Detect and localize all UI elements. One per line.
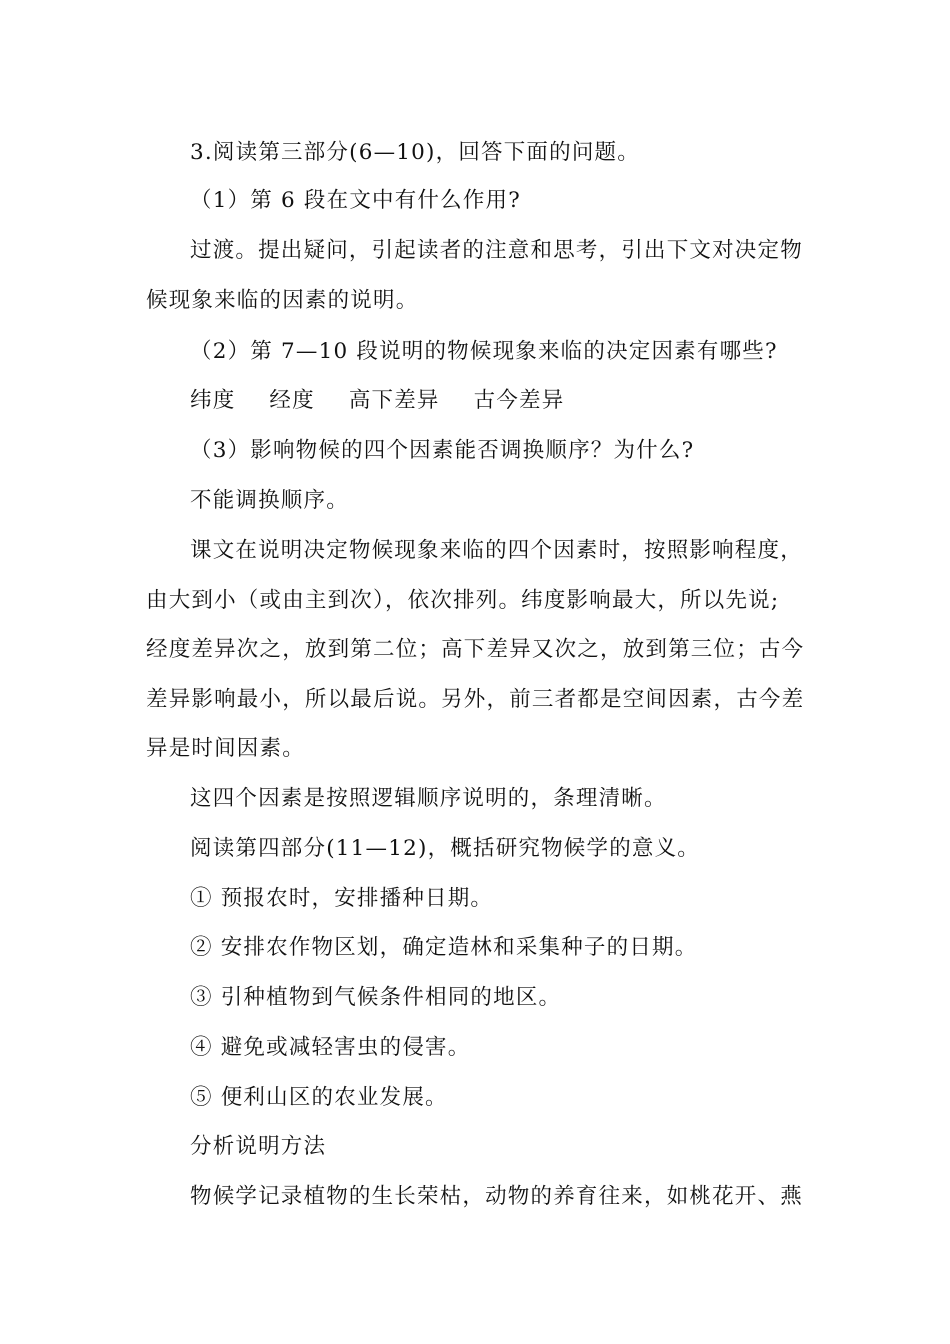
factor-altitude: 高下差异 (348, 388, 440, 413)
method-heading: 分析说明方法 (190, 1134, 327, 1159)
section-4-heading: 阅读第四部分(11—12)，概括研究物候学的意义。 (190, 836, 700, 861)
question-3-3: （3）影响物候的四个因素能否调换顺序？为什么? (190, 438, 695, 463)
factor-era: 古今差异 (473, 388, 565, 413)
significance-item-1: ① 预报农时，安排播种日期。 (190, 886, 494, 911)
answer-3-2-factors (190, 386, 816, 416)
explanation-line-4: 差异影响最小，所以最后说。另外，前三者都是空间因素，古今差 (146, 687, 805, 712)
summary-line: 这四个因素是按照逻辑顺序说明的，条理清晰。 (190, 786, 667, 811)
significance-item-4: ④ 避免或减轻害虫的侵害。 (190, 1035, 471, 1060)
explanation-line-5: 异是时间因素。 (146, 736, 305, 761)
factor-latitude: 纬度 (190, 388, 236, 413)
answer-3-3-short: 不能调换顺序。 (190, 488, 349, 513)
question-3-heading: 3.阅读第三部分(6—10)，回答下面的问题。 (190, 140, 640, 165)
explanation-line-3: 经度差异次之，放到第二位；高下差异又次之，放到第三位；古今 (146, 637, 805, 662)
answer-3-1-line-1: 过渡。提出疑问，引起读者的注意和思考，引出下文对决定物 (190, 238, 803, 263)
significance-item-3: ③ 引种植物到气候条件相同的地区。 (190, 985, 562, 1010)
explanation-line-2: 由大到小（或由主到次），依次排列。纬度影响最大，所以先说; (146, 588, 780, 613)
explanation-line-1: 课文在说明决定物候现象来临的四个因素时，按照影响程度， (190, 538, 803, 563)
question-3-2: （2）第 7—10 段说明的物候现象来临的决定因素有哪些? (190, 339, 778, 364)
significance-item-5: ⑤ 便利山区的农业发展。 (190, 1085, 448, 1110)
question-3-1: （1）第 6 段在文中有什么作用? (190, 188, 521, 213)
answer-3-1-line-2: 候现象来临的因素的说明。 (146, 288, 419, 313)
factor-longitude: 经度 (269, 388, 315, 413)
significance-item-2: ② 安排农作物区划，确定造林和采集种子的日期。 (190, 935, 698, 960)
method-paragraph-line-1: 物候学记录植物的生长荣枯，动物的养育往来，如桃花开、燕 (190, 1184, 803, 1209)
